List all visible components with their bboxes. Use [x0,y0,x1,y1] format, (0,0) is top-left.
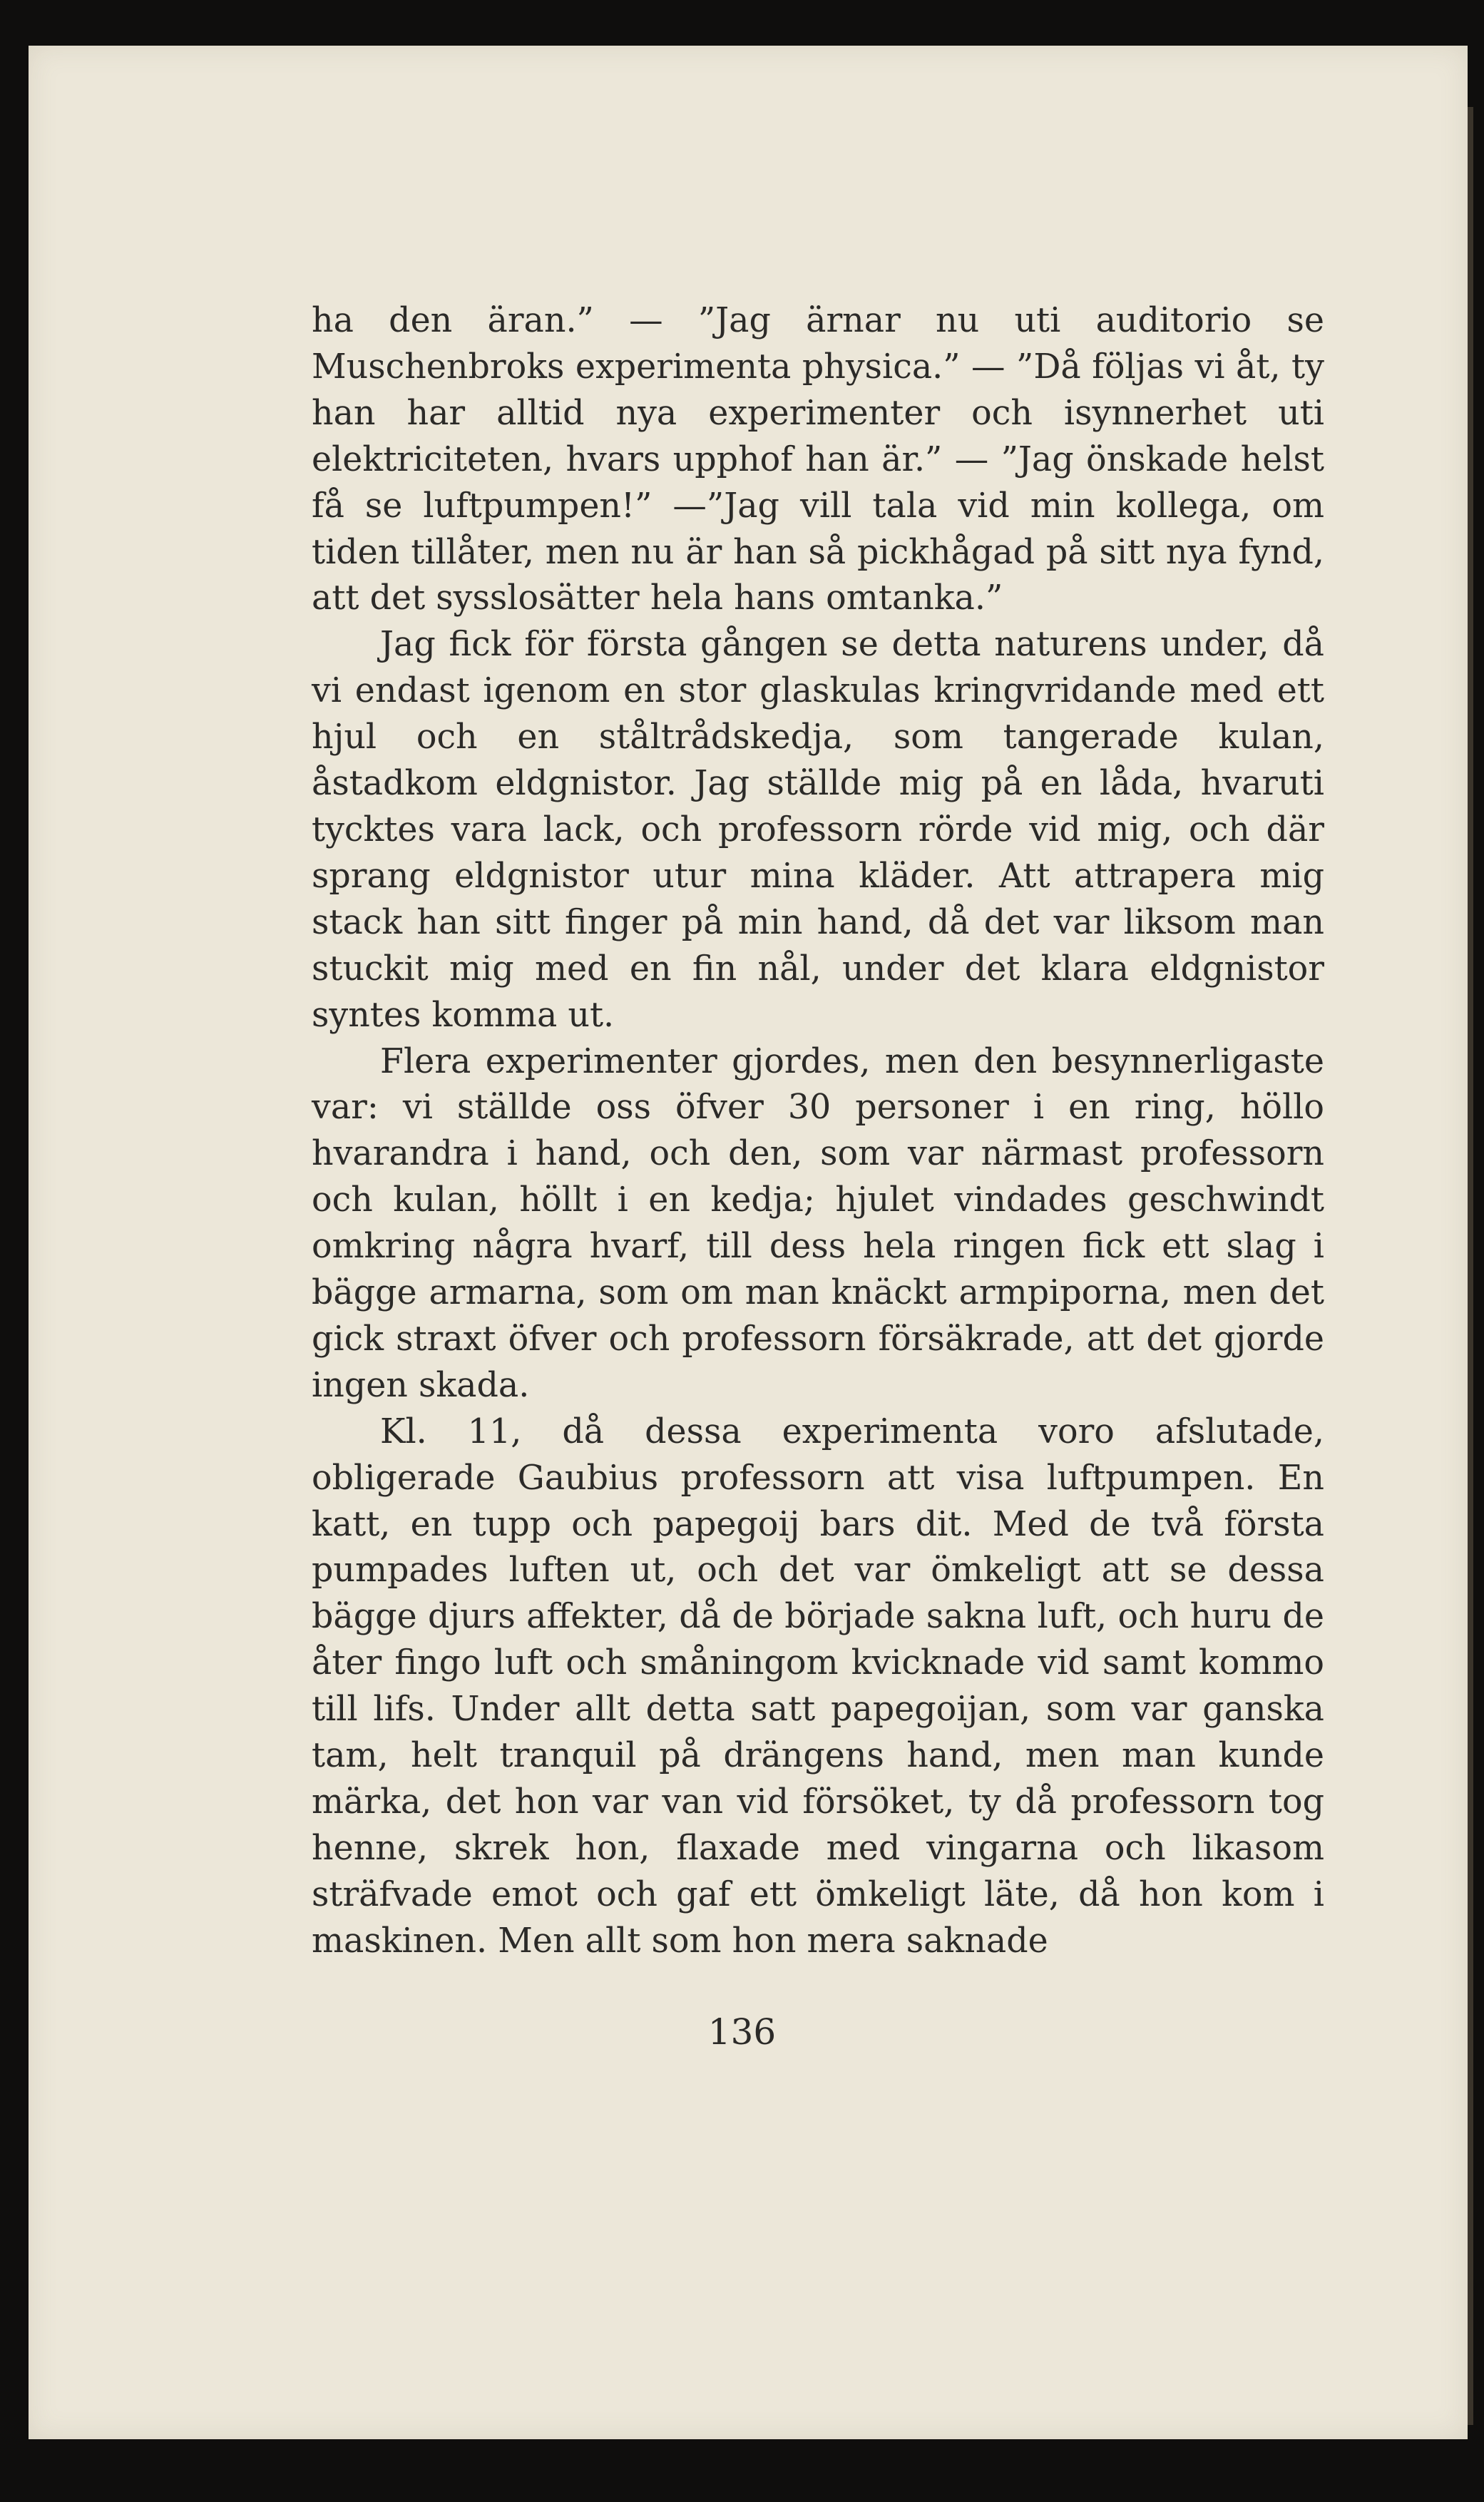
page-edge-shadow [1468,107,1473,2425]
page-number: 136 [707,2011,777,2053]
body-text [312,298,1324,1965]
paragraph-3: Flera experimenter gjordes, men den besynnerligaste var: vi ställde oss öfver 30 personer i en ring, höllo hvarandra i hand, och den, som var närmast professorn och kulan, höllt i en kedja; hjulet vindades geschwindt omkring några hvarf, till dess hela ringen fick ett slag i bägge armarna, som om man knäckt armpiporna, men det gick straxt öfver och professorn försäkrade, att det gjorde ingen skada. [312,1041,1324,1405]
paragraph-4: Kl. 11, då dessa experimenta voro afslutade, obligerade Gaubius professorn att visa luftpumpen. En katt, en tupp och papegoij bars dit. Med de två första pumpades luften ut, och det var ömkeligt att se dessa bägge djurs affekter, då de började sakna luft, och huru de åter fingo luft och småningom kvicknade vid samt kommo till lifs. Under allt detta satt papegoijan, som var ganska tam, helt tranquil på drängens hand, men man kunde märka, det hon var van vid försöket, ty då professorn tog henne, skrek hon, flaxade med vingarna och likasom sträfvade emot och gaf ett ömkeligt läte, då hon kom i maskinen. Men allt som hon mera saknade [312,1411,1324,1961]
paragraph-1: ha den äran.” — ”Jag ärnar nu uti auditorio se Muschenbroks experimenta physica.” — ”Då följas vi åt, ty han har alltid nya experimenter och isynnerhet uti elektriciteten, hvars upphof han är.” — ”Jag önskade helst få se luftpumpen!” —”Jag vill tala vid min kollega, om tiden tillåter, men nu är han så pickhågad på sitt nya fynd, att det sysslosätter hela hans omtanka.” [312,301,1324,618]
paragraph-2: Jag fick för första gången se detta naturens under, då vi endast igenom en stor glaskulas kringvridande med ett hjul och en ståltrådskedja, som tangerade kulan, åstadkom eldgnistor. Jag ställde mig på en låda, hvaruti tycktes vara lack, och professorn rörde vid mig, och där sprang eldgnistor utur mina kläder. Att attrapera mig stack han sitt finger på min hand, då det var liksom man stuckit mig med en fin nål, under det klara eldgnistor syntes komma ut. [312,625,1324,1035]
